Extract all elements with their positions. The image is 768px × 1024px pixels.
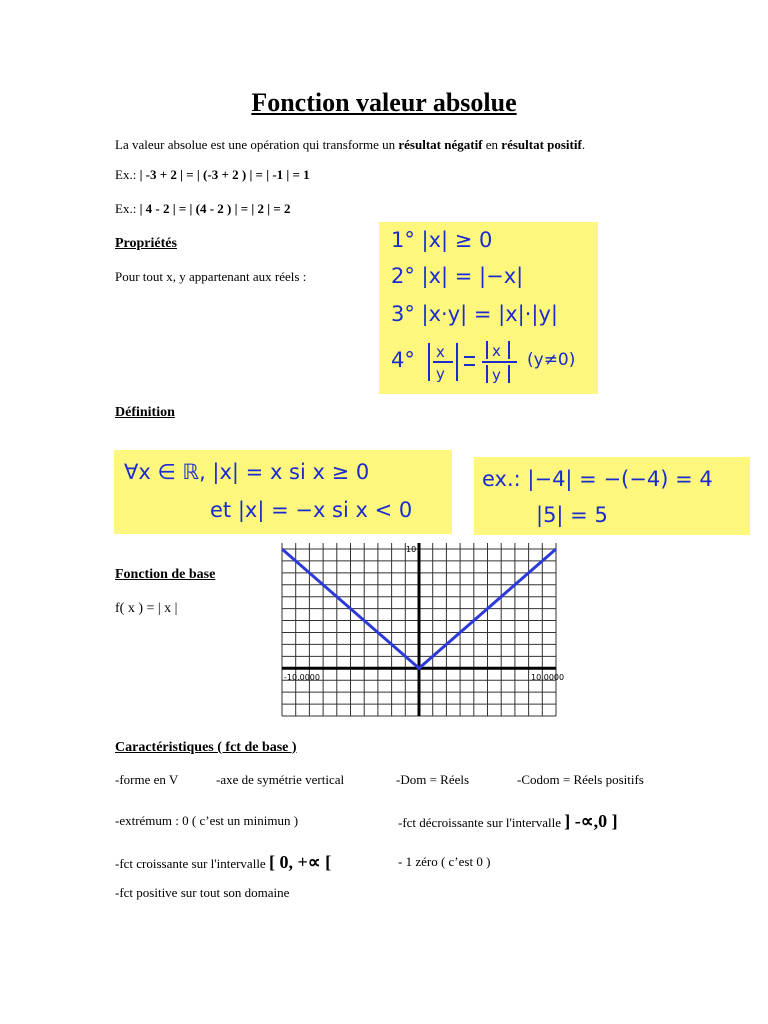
abs-function-graph	[282, 543, 565, 716]
definition-example-2: |5| = 5	[536, 503, 608, 527]
caract-dom: -Dom = Réels	[396, 772, 470, 787]
caract-codom: -Codom = Réels positifs	[517, 772, 644, 787]
decroissante-interval: ] -∝,0 ]	[564, 811, 618, 831]
definition-box	[114, 450, 452, 534]
definition-example-1: ex.: |−4| = −(−4) = 4	[482, 467, 713, 491]
base-heading: Fonction de base	[115, 567, 216, 582]
definition-example-box	[474, 457, 750, 535]
proprietes-heading: Propriétés	[115, 236, 177, 251]
caract-decroissante	[398, 813, 618, 831]
caract-forme: -forme en V	[115, 772, 179, 787]
x-axis-left-label: -10.0000	[284, 673, 320, 682]
caract-zero: - 1 zéro ( c’est 0 )	[398, 854, 491, 869]
intro-text-mid: en	[482, 137, 502, 152]
example-expression: | -3 + 2 | = | (-3 + 2 ) | = | -1 | = 1	[139, 167, 310, 182]
properties-box	[379, 222, 598, 394]
example-1	[115, 167, 310, 183]
intro-negative: résultat négatif	[398, 137, 483, 152]
example-2	[115, 201, 291, 217]
property-4-condition: (y≠0)	[527, 350, 576, 370]
property-1: 1° |x| ≥ 0	[391, 228, 493, 252]
example-prefix: Ex.:	[115, 167, 140, 182]
y-axis-top-label: 10	[406, 545, 417, 554]
example-prefix: Ex.:	[115, 201, 140, 216]
definition-line-1: ∀x ∈ ℝ, |x| = x si x ≥ 0	[124, 460, 370, 484]
intro-positive: résultat positif	[501, 137, 582, 152]
page-title: Fonction valeur absolue	[251, 88, 517, 117]
caracteristiques-heading: Caractéristiques ( fct de base )	[115, 740, 297, 755]
property-4-label: 4°	[391, 348, 415, 372]
caract-croissante	[115, 854, 331, 872]
property-2: 2° |x| = |−x|	[391, 264, 524, 288]
proprietes-text: Pour tout x, y appartenant aux réels :	[115, 269, 307, 284]
intro-text: La valeur absolue est une opération qui transforme un	[115, 137, 399, 152]
croissante-text: -fct croissante sur l'intervalle	[115, 856, 266, 871]
decroissante-text: -fct décroissante sur l'intervalle	[398, 815, 561, 830]
x-axis-right-label: 10.0000	[531, 673, 565, 682]
definition-heading: Définition	[115, 405, 175, 420]
property-4-fraction	[427, 337, 527, 387]
property-3: 3° |x·y| = |x|·|y|	[391, 302, 558, 326]
intro-text-end: .	[581, 137, 586, 152]
intro-paragraph	[115, 137, 585, 153]
svg-text:x: x	[492, 342, 501, 360]
croissante-interval: [ 0, +∝ [	[268, 852, 332, 872]
caract-axe: -axe de symétrie vertical	[216, 772, 345, 787]
base-formula: f( x ) = | x |	[115, 601, 178, 616]
svg-text:y: y	[436, 365, 445, 383]
svg-text:y: y	[492, 366, 501, 384]
caract-extremum: -extrémum : 0 ( c’est un minimun )	[115, 813, 299, 828]
definition-line-2: et |x| = −x si x < 0	[210, 498, 413, 522]
example-expression: | 4 - 2 | = | (4 - 2 ) | = | 2 | = 2	[139, 201, 291, 216]
svg-text:x: x	[436, 343, 445, 361]
caract-positive: -fct positive sur tout son domaine	[115, 885, 290, 900]
